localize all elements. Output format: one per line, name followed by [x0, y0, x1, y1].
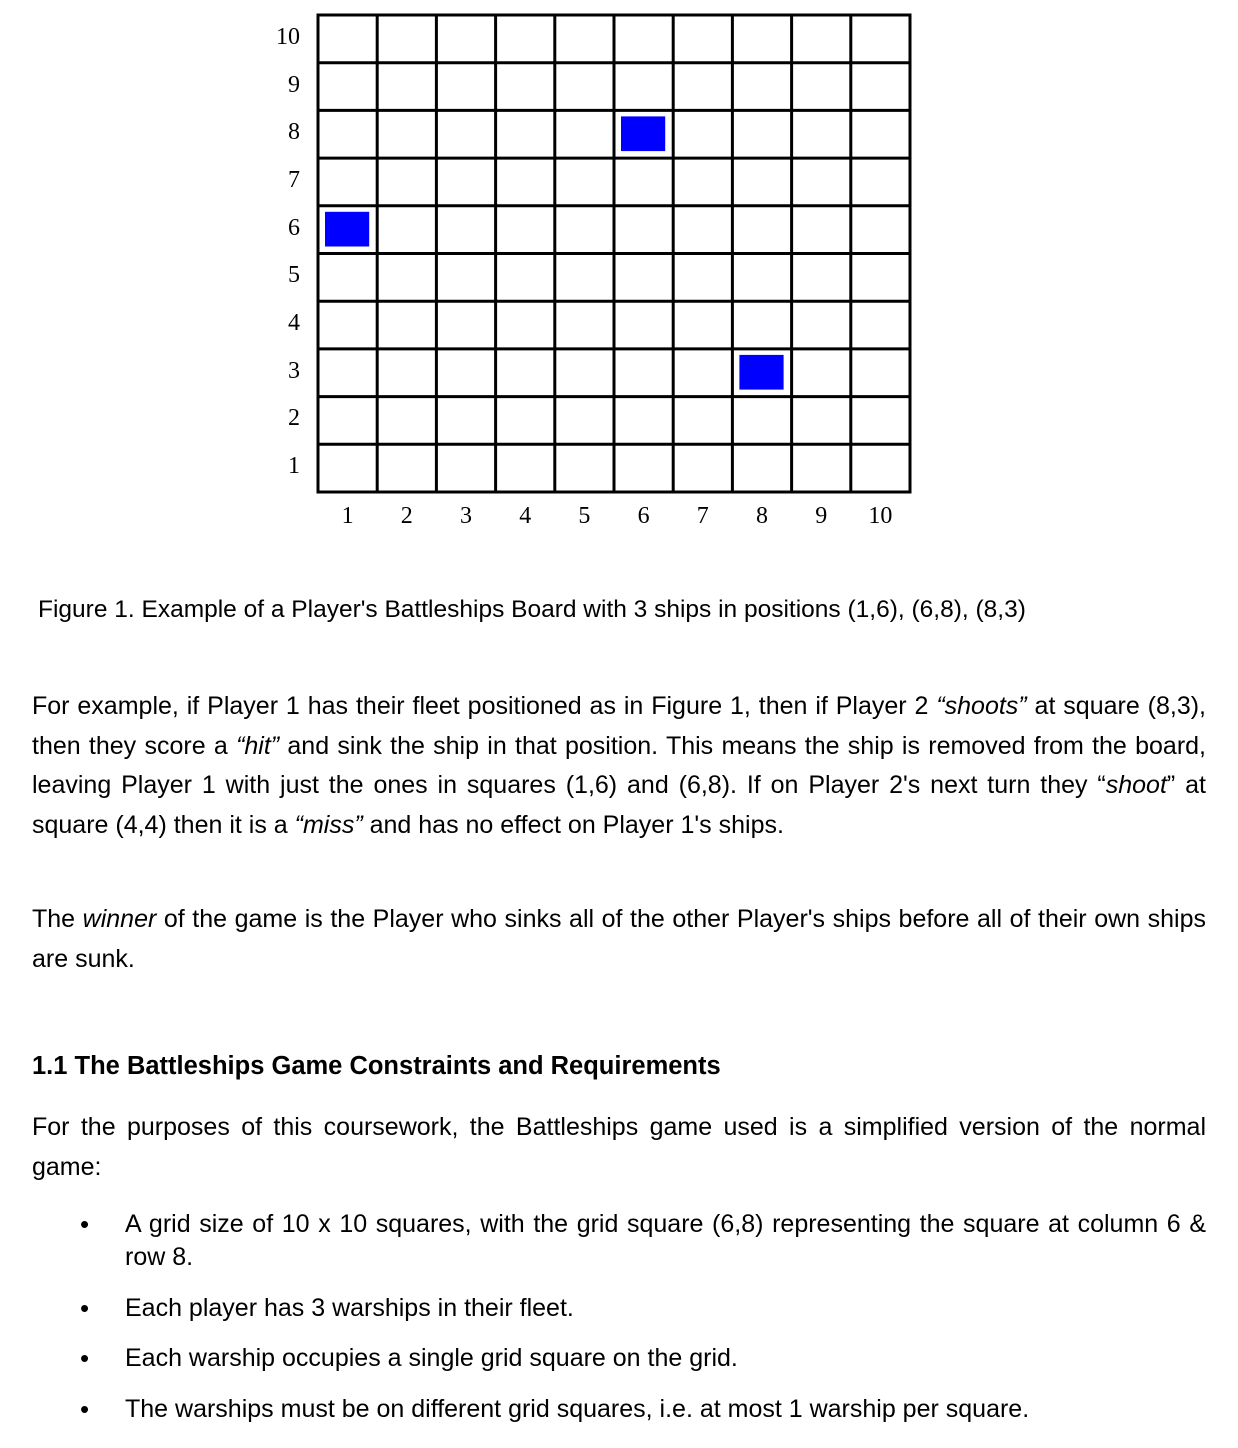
row-label: 2 — [288, 405, 300, 432]
para1-italic-shoots: “shoots” — [936, 692, 1027, 720]
column-label: 3 — [460, 503, 472, 529]
bullet-text: The warships must be on different grid squares, i.e. at most 1 warship per square. — [125, 1395, 1030, 1423]
row-label: 3 — [288, 357, 300, 384]
row-label: 5 — [288, 262, 300, 289]
column-label: 5 — [578, 503, 591, 529]
bullet-icon: • — [80, 1343, 90, 1373]
row-label: 9 — [288, 71, 300, 98]
column-label: 9 — [815, 503, 828, 529]
column-label: 6 — [637, 503, 650, 529]
para1-italic-hit: “hit” — [236, 731, 280, 760]
para2-text-2: of the game is the Player who sinks all of the other Player's ships before all of their own ships are sunk. — [32, 905, 1206, 973]
bullet-icon: • — [80, 1293, 90, 1323]
ship-square — [325, 212, 369, 247]
column-label: 2 — [400, 503, 413, 529]
para2-italic-winner: winner — [82, 905, 157, 933]
para1-text-4: ” at square (4,4) then it is a — [32, 771, 1206, 839]
para2-text-1: The — [32, 905, 83, 933]
column-label: 7 — [696, 503, 709, 529]
bullet-text: A grid size of 10 x 10 squares, with the grid square (6,8) representing the square at column 6 & row 8. — [125, 1210, 1206, 1271]
ship-square — [621, 116, 665, 151]
column-label: 8 — [756, 503, 768, 529]
figure-caption: Figure 1. Example of a Player's Battleships Board with 3 ships in positions (1,6), (6,8), (8,3) — [38, 596, 1026, 623]
column-label: 1 — [341, 503, 354, 529]
bullet-icon: • — [80, 1209, 90, 1239]
bullet-icon: • — [80, 1394, 90, 1424]
battleships-grid — [0, 0, 1238, 540]
example-paragraph — [32, 687, 1206, 845]
bullet-text: Each warship occupies a single grid square on the grid. — [125, 1344, 738, 1372]
battleships-board-figure — [0, 0, 1238, 540]
para1-text-5: and has no effect on Player 1's ships. — [362, 810, 784, 839]
section-heading: 1.1 The Battleships Game Constraints and Requirements — [32, 1052, 721, 1080]
para1-italic-shoot: shoot — [1105, 771, 1167, 799]
column-label: 4 — [519, 503, 532, 529]
column-label: 10 — [868, 503, 893, 529]
row-label: 1 — [288, 453, 300, 480]
row-label: 10 — [276, 23, 300, 50]
para1-text-3: and sink the ship in that position. This means the ship is removed from the board, leaving Player 1 with just the ones in squares (1,6) and (6,8). If on Player 2's next turn they “ — [32, 731, 1206, 799]
row-label: 8 — [288, 119, 300, 146]
para1-text-1: For example, if Player 1 has their fleet positioned as in Figure 1, then if Player 2 — [32, 692, 937, 720]
row-label: 7 — [288, 166, 300, 193]
constraints-intro-paragraph: For the purposes of this coursework, the Battleships game used is a simplified version of the normal game: — [32, 1113, 1206, 1181]
row-label: 6 — [288, 214, 300, 241]
row-label: 4 — [288, 310, 300, 337]
para1-italic-miss: “miss” — [294, 810, 363, 839]
winner-paragraph — [32, 900, 1206, 979]
bullet-text: Each player has 3 warships in their fleet. — [125, 1294, 574, 1322]
ship-square — [739, 355, 783, 390]
para1-text-2: at square (8,3), then they score a — [32, 692, 1207, 760]
